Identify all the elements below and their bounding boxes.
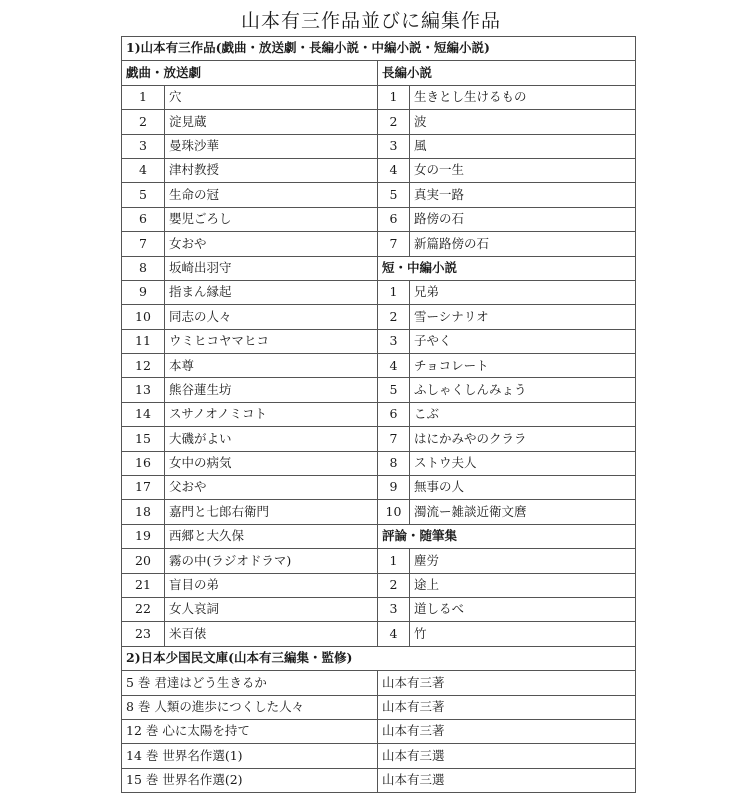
item-number: 5 [122,183,165,207]
item-number: 1 [378,280,410,304]
table-row [122,500,636,524]
table-row [122,256,636,280]
item-number: 18 [122,500,165,524]
item-title: 風 [410,134,636,158]
table-row [122,573,636,597]
library-volume-row [122,695,636,719]
item-title: 津村教授 [165,158,378,182]
item-title: スサノオノミコト [165,402,378,426]
volume-title: 12 巻 心に太陽を持て [122,719,378,743]
item-number: 16 [122,451,165,475]
item-title: 竹 [410,622,636,646]
item-number: 12 [122,354,165,378]
item-title: 生命の冠 [165,183,378,207]
volume-role: 山本有三選 [378,744,636,768]
table-row [122,134,636,158]
item-title: 生きとし生けるもの [410,85,636,109]
table-row [122,207,636,231]
item-number: 2 [122,110,165,134]
item-number: 8 [122,256,165,280]
section2-heading-row [122,646,636,670]
item-title: 坂崎出羽守 [165,256,378,280]
item-number: 11 [122,329,165,353]
section1-heading: 1)山本有三作品(戯曲・放送劇・長編小説・中編小説・短編小説) [122,37,636,61]
item-title: 濁流ー雑談近衛文麿 [410,500,636,524]
table-row [122,378,636,402]
volume-title: 15 巻 世界名作選(2) [122,768,378,792]
item-title: 雪ーシナリオ [410,305,636,329]
table-row [122,158,636,182]
page-title: 山本有三作品並びに編集作品 [240,10,501,32]
item-number: 17 [122,476,165,500]
library-volume-row [122,671,636,695]
item-title: 同志の人々 [165,305,378,329]
item-number: 6 [378,207,410,231]
item-number: 5 [378,378,410,402]
table-row [122,110,636,134]
item-number: 1 [122,85,165,109]
table-row [122,597,636,621]
item-title: 真実一路 [410,183,636,207]
section2-heading: 2)日本少国民文庫(山本有三編集・監修) [122,646,636,670]
item-title: 塵労 [410,549,636,573]
essays-header: 評論・随筆集 [378,524,636,548]
table-row [122,329,636,353]
item-number: 21 [122,573,165,597]
volume-role: 山本有三著 [378,719,636,743]
item-title: 淀見蔵 [165,110,378,134]
item-number: 1 [378,549,410,573]
item-number: 10 [378,500,410,524]
item-number: 15 [122,427,165,451]
table-row [122,402,636,426]
table-row [122,476,636,500]
volume-role: 山本有三選 [378,768,636,792]
item-title: 無事の人 [410,476,636,500]
item-number: 19 [122,524,165,548]
item-number: 4 [378,354,410,378]
item-number: 9 [378,476,410,500]
item-title: ふしゃくしんみょう [410,378,636,402]
item-number: 9 [122,280,165,304]
item-title: 曼珠沙華 [165,134,378,158]
table-row [122,85,636,109]
item-number: 3 [378,329,410,353]
table-row [122,354,636,378]
table-row [122,232,636,256]
item-title: 嘉門と七郎右衛門 [165,500,378,524]
volume-role: 山本有三著 [378,671,636,695]
item-number: 3 [378,597,410,621]
item-title: 霧の中(ラジオドラマ) [165,549,378,573]
section1-heading-row [122,37,636,61]
item-title: 女人哀詞 [165,597,378,621]
column-header-row [122,61,636,85]
left-column-header: 戯曲・放送劇 [122,61,378,85]
item-title: 波 [410,110,636,134]
volume-title: 14 巻 世界名作選(1) [122,744,378,768]
item-number: 7 [378,232,410,256]
short-novels-header: 短・中編小説 [378,256,636,280]
item-number: 13 [122,378,165,402]
table-row [122,524,636,548]
item-number: 14 [122,402,165,426]
item-number: 2 [378,110,410,134]
item-title: 新篇路傍の石 [410,232,636,256]
item-title: こぶ [410,402,636,426]
item-number: 22 [122,597,165,621]
table-row [122,280,636,304]
item-title: 女おや [165,232,378,256]
item-number: 10 [122,305,165,329]
item-number: 6 [122,207,165,231]
item-title: 指まん縁起 [165,280,378,304]
table-row [122,427,636,451]
item-number: 4 [378,158,410,182]
item-number: 5 [378,183,410,207]
library-volume-row [122,768,636,792]
volume-title: 8 巻 人類の進歩につくした人々 [122,695,378,719]
item-title: 子やく [410,329,636,353]
item-number: 4 [378,622,410,646]
item-title: 女の一生 [410,158,636,182]
item-number: 1 [378,85,410,109]
item-title: はにかみやのクララ [410,427,636,451]
item-title: 大磯がよい [165,427,378,451]
item-number: 6 [378,402,410,426]
item-number: 4 [122,158,165,182]
item-title: 父おや [165,476,378,500]
item-number: 3 [378,134,410,158]
table-row [122,183,636,207]
item-number: 2 [378,305,410,329]
item-title: 途上 [410,573,636,597]
table-row [122,622,636,646]
right-column-header: 長編小説 [378,61,636,85]
item-title: 本尊 [165,354,378,378]
item-number: 20 [122,549,165,573]
item-title: 穴 [165,85,378,109]
item-title: 米百俵 [165,622,378,646]
item-number: 23 [122,622,165,646]
volume-role: 山本有三著 [378,695,636,719]
item-title: 嬰児ごろし [165,207,378,231]
item-number: 7 [378,427,410,451]
item-title: チョコレート [410,354,636,378]
table-row [122,451,636,475]
table-row [122,549,636,573]
item-number: 8 [378,451,410,475]
works-table [121,36,636,793]
volume-title: 5 巻 君達はどう生きるか [122,671,378,695]
library-volume-row [122,719,636,743]
item-title: ウミヒコヤマヒコ [165,329,378,353]
item-title: 道しるべ [410,597,636,621]
item-title: 熊谷蓮生坊 [165,378,378,402]
item-number: 7 [122,232,165,256]
item-title: 西郷と大久保 [165,524,378,548]
item-title: 兄弟 [410,280,636,304]
item-title: 女中の病気 [165,451,378,475]
item-number: 3 [122,134,165,158]
table-row [122,305,636,329]
item-title: 路傍の石 [410,207,636,231]
library-volume-row [122,744,636,768]
item-title: ストウ夫人 [410,451,636,475]
item-number: 2 [378,573,410,597]
item-title: 盲目の弟 [165,573,378,597]
